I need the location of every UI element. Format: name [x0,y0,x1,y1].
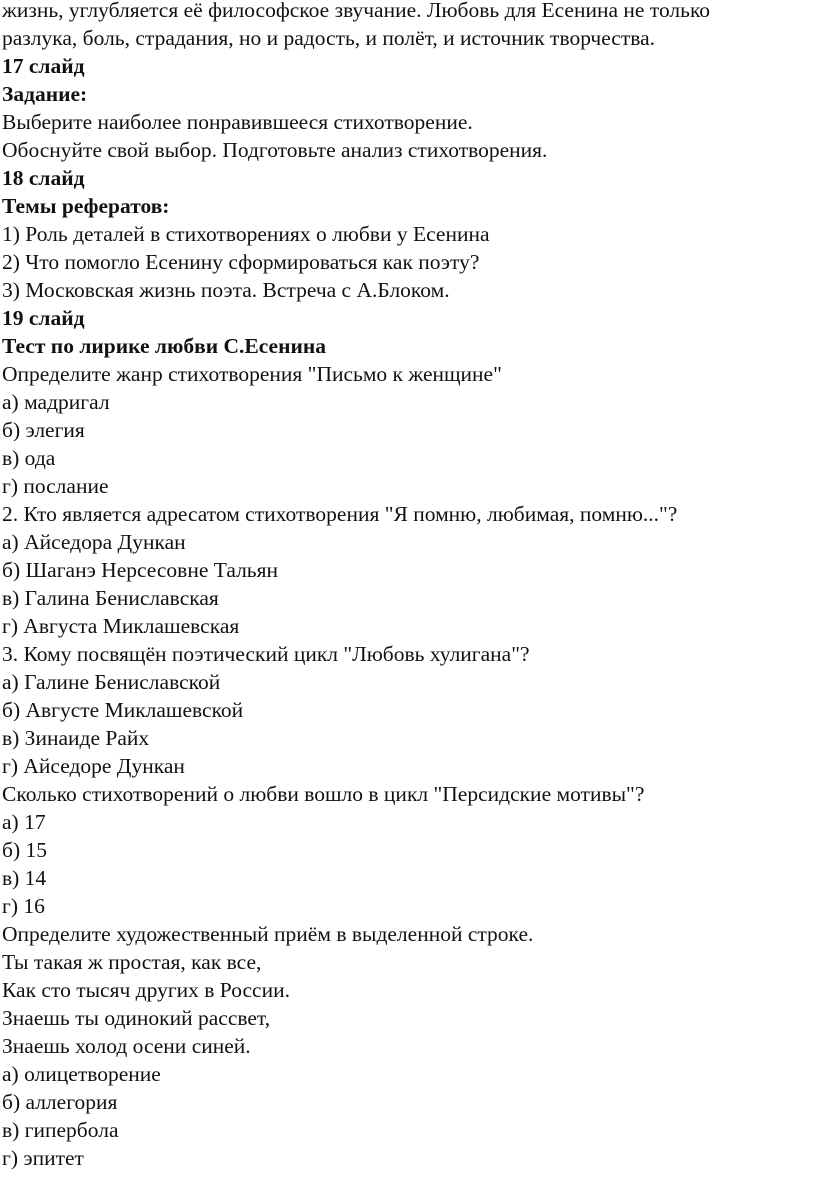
answer-option: б) Августе Миклашевской [2,698,244,722]
answer-option: а) 17 [2,810,46,834]
intro-line-1: жизнь, углубляется её философское звучание. Любовь для Есенина не только [2,0,711,22]
intro-line-2: разлука, боль, страдания, но и радость, и полёт, и источник творчества. [2,26,656,50]
slide-19-heading: 19 слайд [2,306,85,330]
question-5: Определите художественный приём в выделенной строке. [2,922,534,946]
document-page [2,0,814,1172]
answer-option: б) 15 [2,838,47,862]
test-title: Тест по лирике любви С.Есенина [2,334,327,358]
topics-label: Темы рефератов: [2,194,170,218]
task-line-2: Обоснуйте свой выбор. Подготовьте анализ стихотворения. [2,138,548,162]
question-3: 3. Кому посвящён поэтический цикл "Любовь хулигана"? [2,642,530,666]
question-2: 2. Кто является адресатом стихотворения "Я помню, любимая, помню..."? [2,502,678,526]
topic-item: 1) Роль деталей в стихотворениях о любви у Есенина [2,222,490,246]
answer-option: б) Шаганэ Нерсесовне Тальян [2,558,279,582]
task-line-1: Выберите наиболее понравившееся стихотворение. [2,110,473,134]
answer-option: г) послание [2,474,109,498]
question-4: Сколько стихотворений о любви вошло в цикл "Персидские мотивы"? [2,782,645,806]
answer-option: в) Зинаиде Райх [2,726,150,750]
answer-option: в) гипербола [2,1118,119,1142]
answer-option: а) мадригал [2,390,110,414]
poem-line: Как сто тысяч других в России. [2,978,290,1002]
topic-item: 3) Московская жизнь поэта. Встреча с А.Блоком. [2,278,450,302]
answer-option: б) аллегория [2,1090,118,1114]
answer-option: г) Айседоре Дункан [2,754,185,778]
slide-17-heading: 17 слайд [2,54,85,78]
answer-option: г) 16 [2,894,45,918]
answer-option: в) ода [2,446,56,470]
topic-item: 2) Что помогло Есенину сформироваться как поэту? [2,250,480,274]
answer-option: а) олицетворение [2,1062,161,1086]
answer-option: а) Галине Бениславской [2,670,221,694]
answer-option: в) 14 [2,866,47,890]
poem-line: Знаешь ты одинокий рассвет, [2,1006,271,1030]
task-label: Задание: [2,82,88,106]
answer-option: в) Галина Бениславская [2,586,219,610]
question-1: Определите жанр стихотворения "Письмо к женщине" [2,362,502,386]
poem-line: Знаешь холод осени синей. [2,1034,251,1058]
poem-line: Ты такая ж простая, как все, [2,950,262,974]
answer-option: б) элегия [2,418,85,442]
answer-option: а) Айседора Дункан [2,530,186,554]
answer-option: г) Августа Миклашевская [2,614,240,638]
answer-option: г) эпитет [2,1146,84,1170]
slide-18-heading: 18 слайд [2,166,85,190]
